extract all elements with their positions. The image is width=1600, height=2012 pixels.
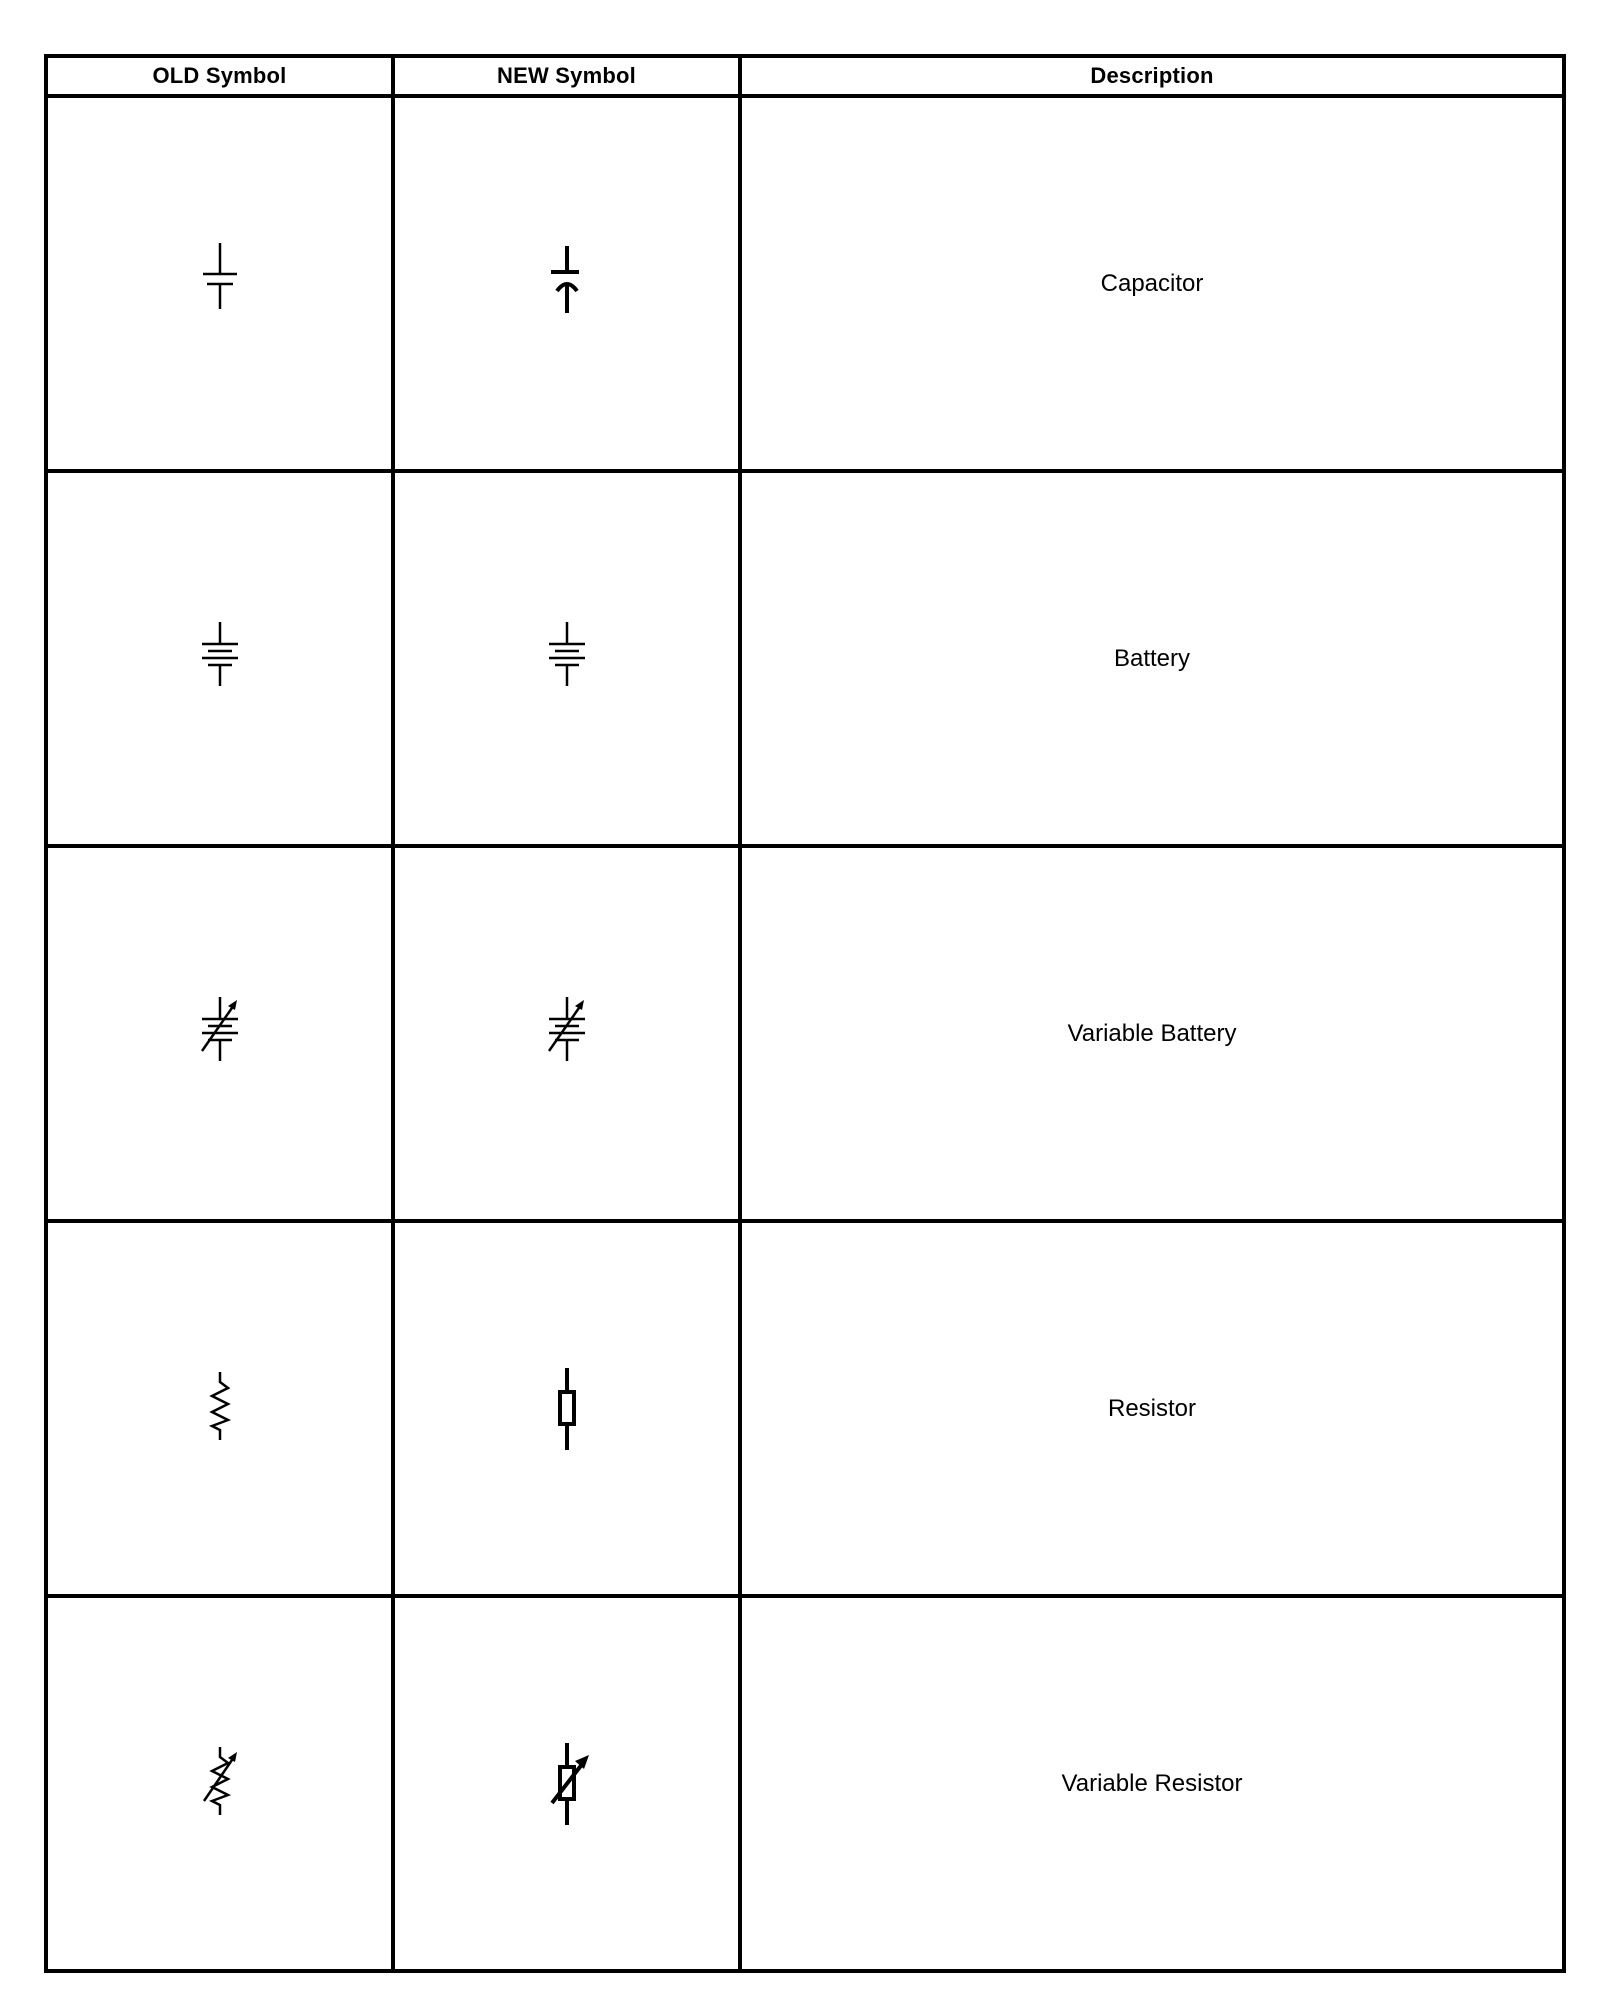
header-old-symbol: OLD Symbol: [46, 56, 393, 96]
description-text: Resistor: [1107, 1394, 1197, 1422]
capacitor-old-icon: [190, 239, 250, 329]
table-row: [46, 471, 1564, 846]
variable-resistor-new-icon: [537, 1739, 597, 1829]
table-row: [46, 846, 1564, 1221]
variable-battery-old-icon: [190, 989, 250, 1079]
old-symbol-cell: [46, 471, 393, 846]
header-description: Description: [740, 56, 1564, 96]
description-text: Capacitor: [1100, 269, 1204, 297]
new-symbol-cell: [393, 846, 740, 1221]
description-cell: [740, 471, 1564, 846]
battery-new-icon: [537, 614, 597, 704]
battery-old-icon: [190, 614, 250, 704]
new-symbol-cell: [393, 1221, 740, 1596]
description-text: Variable Battery: [1067, 1019, 1237, 1047]
symbol-table: [44, 54, 1566, 1973]
description-text: Variable Resistor: [1061, 1769, 1243, 1797]
description-text: Battery: [1113, 644, 1191, 672]
resistor-new-icon: [537, 1364, 597, 1454]
old-symbol-cell: [46, 96, 393, 471]
new-symbol-cell: [393, 96, 740, 471]
header-row: [46, 56, 1564, 96]
header-new-symbol: NEW Symbol: [393, 56, 740, 96]
new-symbol-cell: [393, 471, 740, 846]
old-symbol-cell: [46, 1221, 393, 1596]
table-row: [46, 1596, 1564, 1971]
table-row: [46, 1221, 1564, 1596]
description-cell: [740, 1221, 1564, 1596]
table-row: [46, 96, 1564, 471]
old-symbol-cell: [46, 846, 393, 1221]
resistor-old-icon: [190, 1364, 250, 1454]
symbol-comparison-sheet: [44, 54, 1562, 1974]
new-symbol-cell: [393, 1596, 740, 1971]
old-symbol-cell: [46, 1596, 393, 1971]
capacitor-new-icon: [537, 239, 597, 329]
variable-resistor-old-icon: [190, 1739, 250, 1829]
variable-battery-new-icon: [537, 989, 597, 1079]
description-cell: [740, 846, 1564, 1221]
description-cell: [740, 96, 1564, 471]
description-cell: [740, 1596, 1564, 1971]
